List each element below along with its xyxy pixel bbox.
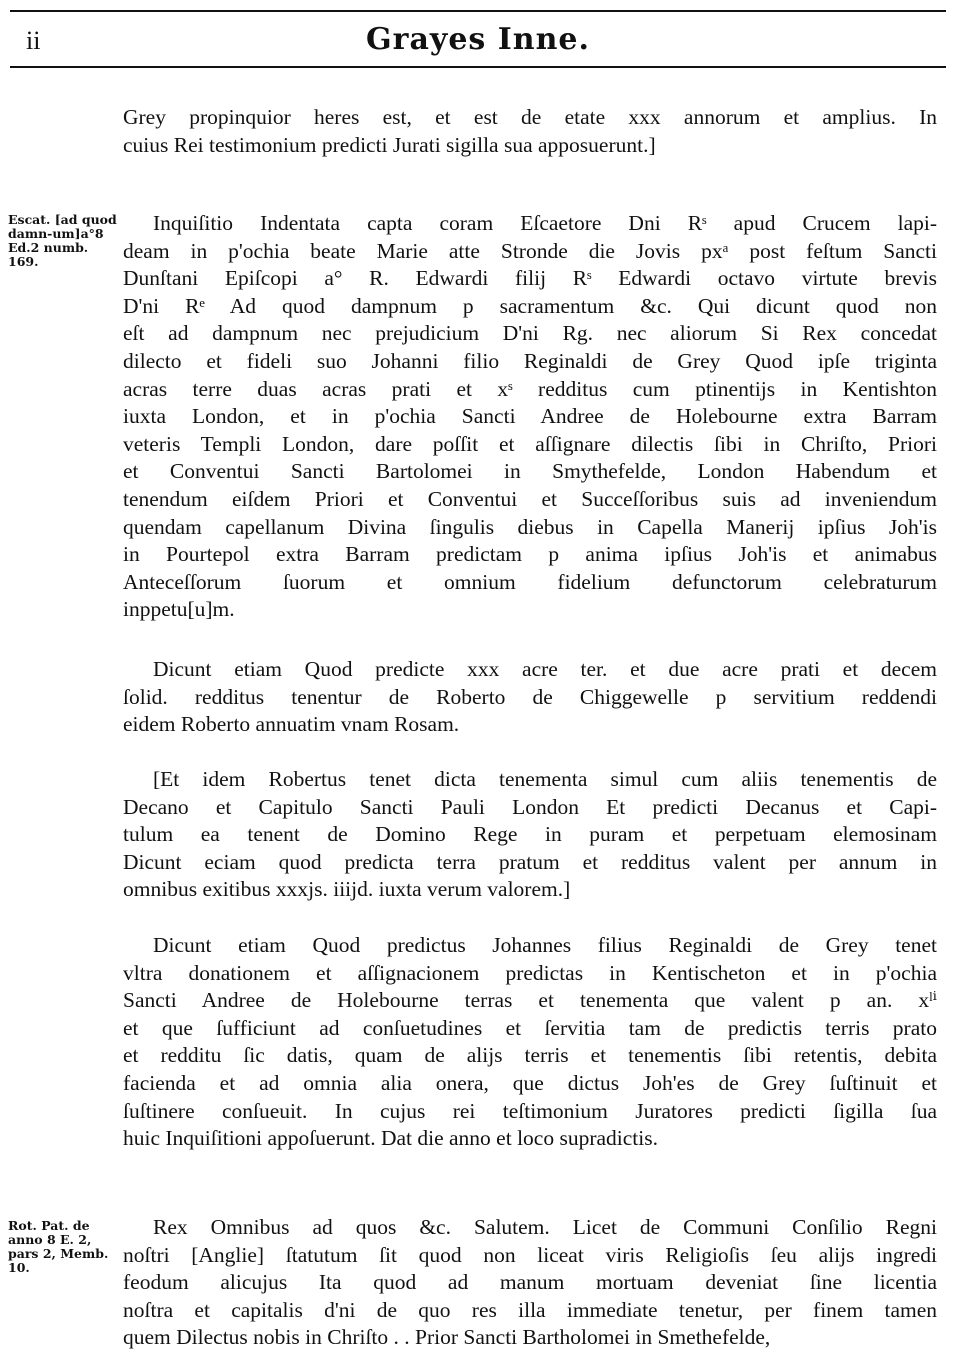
paragraph-6 (123, 1214, 937, 1352)
text-line: in Pourtepol extra Barram predictam p anima ipſius Joh'is et animabus (123, 542, 937, 567)
text-line: inppetu[u]m. (123, 597, 235, 622)
text-line: vltra donationem et aſſignacionem predictas in Kentischeton et in p'ochia (123, 960, 937, 985)
paragraph-2 (123, 210, 937, 624)
text-line: veteris Templi London, dare poſſit et aſſignare dilectis ſibi in Chriſto, Priori (123, 431, 937, 456)
text-line: et que ſufficiunt ad conſuetudines et ſervitia tam de predictis terris prato (123, 1015, 937, 1040)
text-line: facienda et ad omnia alia onera, que dictus Joh'es de Grey ſuſtinuit et (123, 1070, 937, 1095)
text-line: iuxta London, et in p'ochia Sancti Andree de Holebourne extra Barram (123, 404, 937, 429)
text-line: [Et idem Robertus tenet dicta tenementa simul cum aliis tenementis de (153, 767, 937, 791)
text-line: eidem Roberto annuatim vnam Rosam. (123, 712, 460, 737)
page-number: ii (26, 26, 41, 55)
text-line: et redditu ſic datis, quam de alijs terris et tenementis ſibi retentis, debita (123, 1043, 937, 1068)
margin-note-rot: Rot. Pat. de anno 8 E. 2, pars 2, Memb. 10. (8, 1218, 109, 1275)
text-line: D'ni Rᵉ Ad quod dampnum p sacramentum &c. Qui dicunt quod non (123, 293, 937, 318)
text-line: quem Dilectus nobis in Chriſto . . Prior Sancti Bartholomei in Smethefelde, (123, 1325, 771, 1350)
text-line: Dicunt etiam Quod predicte xxx acre ter. et due acre prati et decem (153, 657, 937, 681)
text-line: huic Inquiſitioni appoſuerunt. Dat die anno et loco supradictis. (123, 1126, 658, 1151)
paragraph-5 (123, 932, 937, 1153)
text-line: eſt ad dampnum nec prejudicium D'ni Rg. nec aliorum Si Rex concedat (123, 321, 937, 346)
margin-note-escat: Escat. [ad quod damn-um]a°8 Ed.2 numb. 169. (8, 212, 117, 269)
text-line: ſolid. redditus tenentur de Roberto de Chiggewelle p servitium reddendi (123, 684, 937, 709)
paragraph-4 (123, 766, 937, 904)
paragraph-3 (123, 656, 937, 739)
text-line: tenendum eiſdem Priori et Conventui et Succeſſoribus suis ad inveniendum (123, 486, 937, 511)
text-line: acras terre duas acras prati et xˢ redditus cum ptinentijs in Kentishton (123, 376, 937, 401)
text-line: omnibus exitibus xxxjs. iiijd. iuxta verum valorem.] (123, 877, 571, 902)
text-line: Rex Omnibus ad quos &c. Salutem. Licet de Communi Conſilio Regni (153, 1215, 937, 1239)
text-line: et Conventui Sancti Bartolomei in Smythefelde, London Habendum et (123, 459, 937, 484)
text-line: ſuſtinere conſueuit. In cujus rei teſtimonium Juratores predicti ſigilla ſua (123, 1098, 937, 1123)
header-rule-top (10, 10, 946, 12)
text-line: cuius Rei testimonium predicti Jurati sigilla sua apposuerunt.] (123, 132, 656, 157)
text-line: Decano et Capitulo Sancti Pauli London Et predicti Decanus et Capi- (123, 794, 937, 819)
text-line: dilecto et fideli suo Johanni filio Reginaldi de Grey Quod ipſe triginta (123, 348, 937, 373)
text-line: Inquiſitio Indentata capta coram Eſcaetore Dni Rˢ apud Crucem lapi- (153, 211, 937, 235)
text-line: deam in p'ochia beate Marie atte Stronde die Jovis pxᵃ post feſtum Sancti (123, 238, 937, 263)
text-line: Dicunt eciam quod predicta terra pratum et redditus valent per annum in (123, 849, 937, 874)
text-line: quendam capellanum Divina ſingulis diebus in Capella Manerij ipſius Joh'is (123, 514, 937, 539)
text-line: feodum alicujus Ita quod ad manum mortuam deveniat ſine licentia (123, 1270, 937, 1295)
running-title: Grayes Inne. (366, 22, 590, 57)
text-line: noſtra et capitalis d'ni de quo res illa immediate tenetur, per finem tamen (123, 1297, 937, 1322)
text-line: Sancti Andree de Holebourne terras et tenementa que valent p an. xˡⁱ (123, 988, 937, 1013)
paragraph-1 (123, 104, 937, 159)
text-line: Grey propinquior heres est, et est de etate xxx annorum et amplius. In (123, 105, 937, 129)
header-rule-bottom (10, 66, 946, 68)
text-line: Anteceſſorum ſuorum et omnium fidelium defunctorum celebraturum (123, 569, 937, 594)
text-line: tulum ea tenent de Domino Rege in puram et perpetuam elemosinam (123, 822, 937, 847)
text-line: noſtri [Anglie] ſtatutum ſit quod non liceat viris Religioſis ſeu alijs ingredi (123, 1242, 937, 1267)
text-line: Dunſtani Epiſcopi a° R. Edwardi filij Rˢ Edwardi octavo virtute brevis (123, 266, 937, 291)
text-line: Dicunt etiam Quod predictus Johannes filius Reginaldi de Grey tenet (153, 933, 937, 957)
